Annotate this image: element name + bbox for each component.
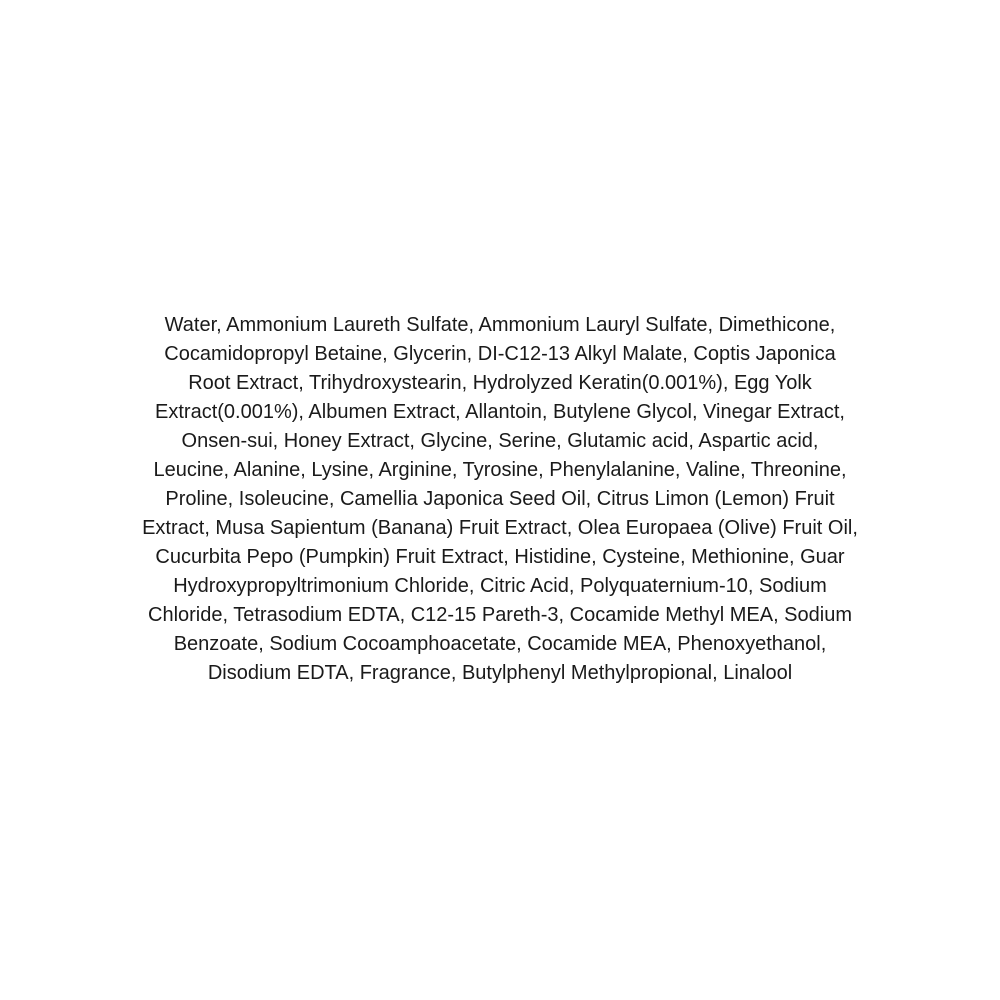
ingredients-line: Onsen-sui, Honey Extract, Glycine, Serine, Glutamic acid, Aspartic acid, [181,430,819,452]
ingredients-line: Extract, Musa Sapientum (Banana) Fruit Extract, Olea Europaea (Olive) Fruit Oil, [142,517,858,539]
ingredients-line: Cocamidopropyl Betaine, Glycerin, DI-C12-13 Alkyl Malate, Coptis Japonica [164,343,836,365]
ingredients-line: Hydroxypropyltrimonium Chloride, Citric Acid, Polyquaternium-10, Sodium [173,575,827,597]
ingredients-line: Cucurbita Pepo (Pumpkin) Fruit Extract, Histidine, Cysteine, Methionine, Guar [155,546,845,568]
ingredients-line: Proline, Isoleucine, Camellia Japonica Seed Oil, Citrus Limon (Lemon) Fruit [165,488,835,510]
ingredients-line: Chloride, Tetrasodium EDTA, C12-15 Pareth-3, Cocamide Methyl MEA, Sodium [148,604,852,626]
ingredients-line: Water, Ammonium Laureth Sulfate, Ammonium Lauryl Sulfate, Dimethicone, [164,314,836,336]
ingredients-line: Benzoate, Sodium Cocoamphoacetate, Cocamide MEA, Phenoxyethanol, [173,633,827,655]
ingredients-line: Root Extract, Trihydroxystearin, Hydrolyzed Keratin(0.001%), Egg Yolk [188,372,812,394]
ingredients-line: Extract(0.001%), Albumen Extract, Allantoin, Butylene Glycol, Vinegar Extract, [155,401,845,423]
ingredients-text [0,311,1000,688]
ingredients-line: Leucine, Alanine, Lysine, Arginine, Tyrosine, Phenylalanine, Valine, Threonine, [153,459,847,481]
ingredients-line: Disodium EDTA, Fragrance, Butylphenyl Methylpropional, Linalool [207,662,793,684]
